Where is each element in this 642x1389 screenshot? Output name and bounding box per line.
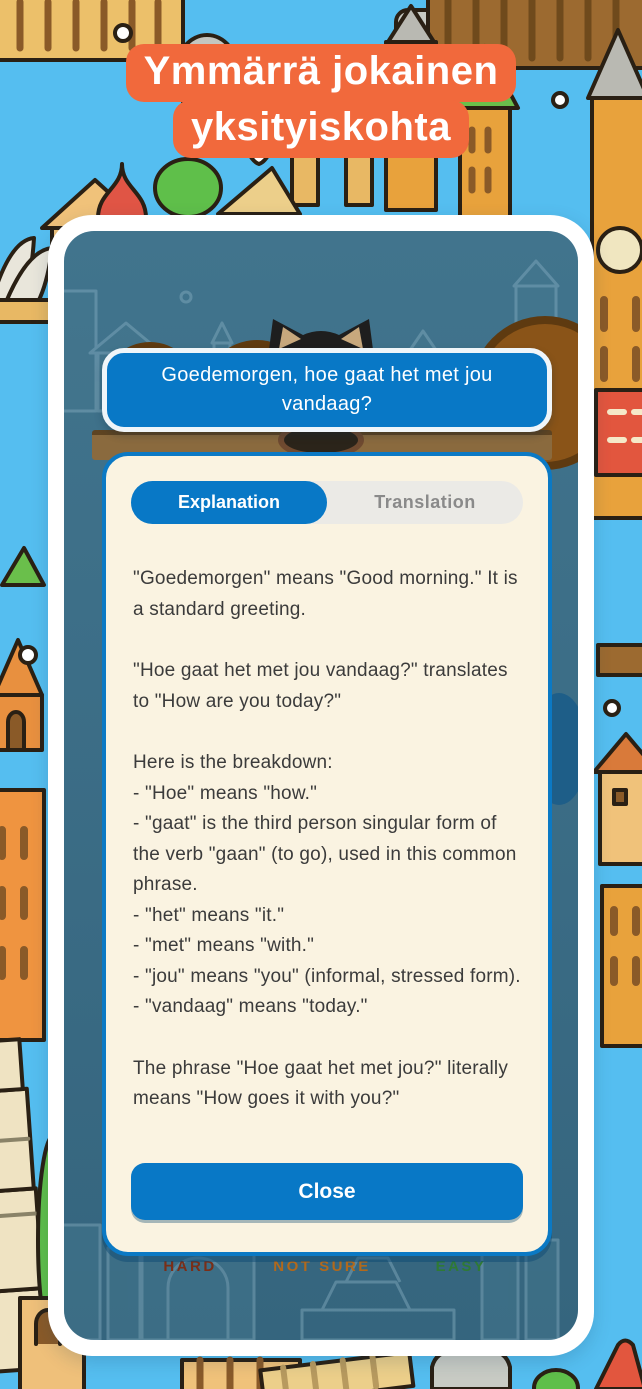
headline [0, 44, 642, 162]
phone-card [48, 215, 594, 1356]
prompt-text: Goedemorgen, hoe gaat het met jou vandaag? [161, 364, 493, 415]
prompt-bubble [102, 348, 552, 432]
close-button[interactable]: Close [131, 1163, 523, 1220]
breakdown-item: - "gaat" is the third person singular form of the verb "gaan" (to go), used in this common phrase. [133, 813, 517, 895]
rating-not-sure-button[interactable]: NOT SURE [273, 1258, 371, 1275]
headline-line-1: Ymmärrä jokainen [126, 44, 517, 102]
tab-explanation[interactable]: Explanation [131, 481, 327, 524]
paragraph-2: "Hoe gaat het met jou vandaag?" translates to "How are you today?" [133, 660, 508, 712]
tab-translation[interactable]: Translation [374, 492, 476, 512]
tabs [131, 481, 523, 524]
breakdown-item: - "het" means "it." [133, 904, 285, 926]
dimmed-screen [64, 231, 578, 1340]
explanation-text [133, 564, 527, 1115]
rating-hard-button[interactable]: HARD [163, 1258, 217, 1275]
paragraph-4: The phrase "Hoe gaat het met jou?" literally means "How goes it with you?" [133, 1057, 509, 1109]
rating-easy-button[interactable]: EASY [435, 1258, 487, 1275]
lesson-modal [102, 452, 552, 1256]
headline-line-2: yksityiskohta [173, 100, 469, 158]
rating-bar [64, 1258, 578, 1282]
breakdown-item: - "Hoe" means "how." [133, 782, 318, 804]
breakdown-item: - "vandaag" means "today." [133, 996, 368, 1017]
breakdown-intro: Here is the breakdown: [133, 752, 333, 773]
paragraph-1: "Goedemorgen" means "Good morning." It is a standard greeting. [133, 568, 518, 620]
breakdown-item: - "met" means "with." [133, 935, 315, 956]
breakdown-item: - "jou" means "you" (informal, stressed form). [133, 965, 521, 987]
breakdown-list [133, 748, 527, 1023]
